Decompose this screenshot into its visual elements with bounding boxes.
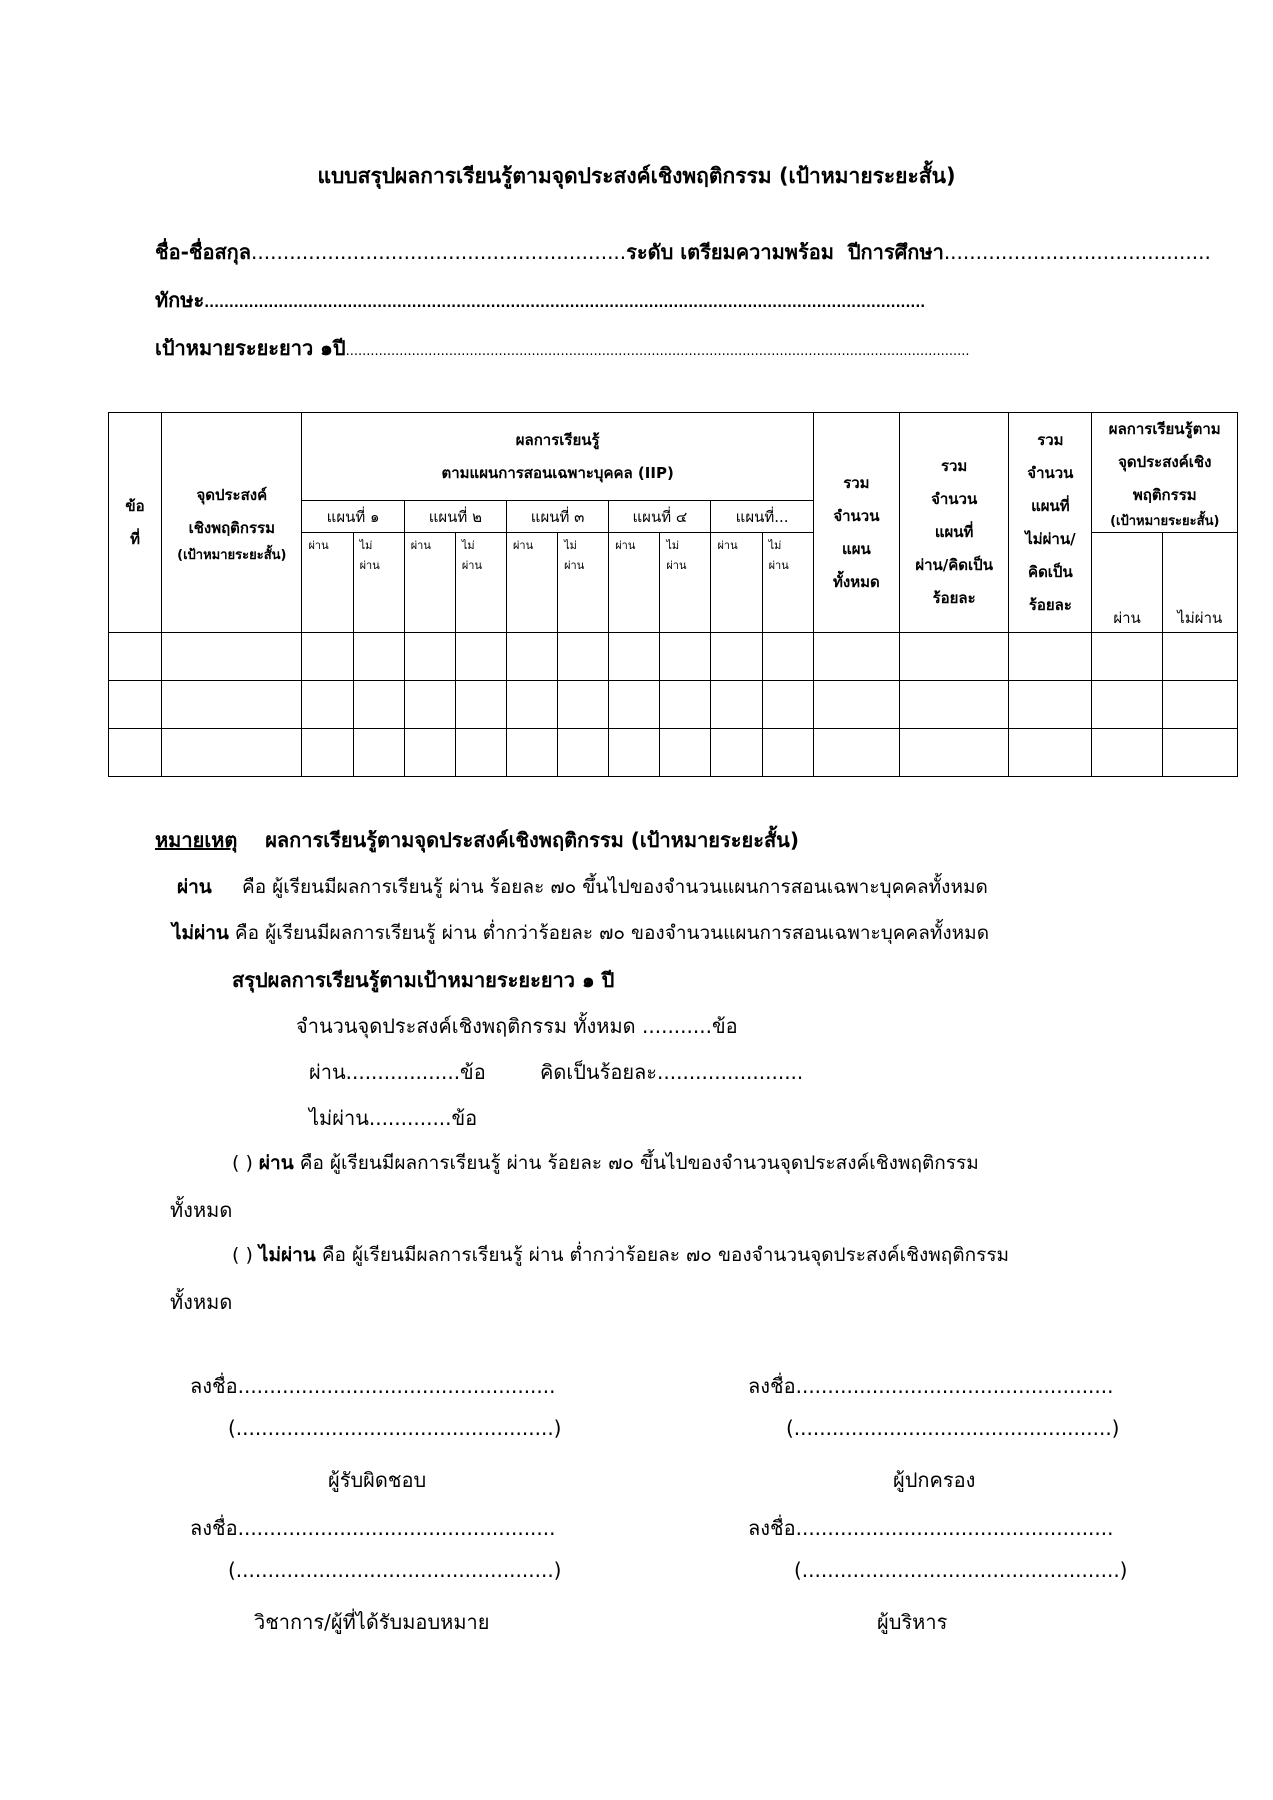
col-header-total-plans: รวม จำนวน แผน ทั้งหมด	[813, 413, 899, 633]
role-academic: วิชาการ/ผู้ที่ได้รับมอบหมาย	[254, 1610, 490, 1634]
signature-line-admin[interactable]: ลงชื่อ..................................................	[748, 1516, 1114, 1540]
results-table	[108, 412, 1238, 777]
name-paren-parent[interactable]: (..................................................)	[786, 1416, 1120, 1440]
col-header-total-fail: รวม จำนวน แผนที่ ไม่ผ่าน/ คิดเป็น ร้อยละ	[1009, 413, 1092, 633]
summary-check-pass: ( ) ผ่าน คือ ผู้เรียนมีผลการเรียนรู้ ผ่าน ร้อยละ ๗๐ ขึ้นไปของจำนวนจุดประสงค์เชิงพฤติกรรม	[232, 1152, 979, 1174]
plan3-pass: ผ่าน	[506, 533, 557, 633]
note-fail: ไม่ผ่าน คือ ผู้เรียนมีผลการเรียนรู้ ผ่าน ต่ำกว่าร้อยละ ๗๐ ของจำนวนแผนการสอนเฉพาะบุคคลทั้งหมด	[172, 922, 990, 944]
checkbox-pass[interactable]: ( )	[232, 1152, 253, 1174]
table-row	[109, 633, 1238, 681]
goal-dots[interactable]: .......................................................................................................................................................	[345, 344, 970, 359]
notes-label: หมายเหตุ	[155, 828, 238, 852]
signature-line-responsible[interactable]: ลงชื่อ..................................................	[190, 1374, 556, 1398]
summary-fail-header: ไม่ผ่าน	[1162, 533, 1237, 633]
role-responsible: ผู้รับผิดชอบ	[328, 1468, 427, 1492]
role-parent: ผู้ปกครอง	[893, 1468, 976, 1492]
name-paren-admin[interactable]: (..................................................)	[794, 1558, 1128, 1582]
plan3-fail: ไม่ ผ่าน	[558, 533, 609, 633]
goal-field-row	[155, 332, 970, 364]
summary-heading: สรุปผลการเรียนรู้ตามเป้าหมายระยะยาว ๑ ปี	[232, 968, 615, 992]
plan-header-5: แผนที่...	[711, 501, 813, 533]
plan-header-3: แผนที่ ๓	[506, 501, 608, 533]
name-paren-academic[interactable]: (..................................................)	[228, 1558, 562, 1582]
plan5-pass: ผ่าน	[711, 533, 762, 633]
name-paren-responsible[interactable]: (..................................................)	[228, 1416, 562, 1440]
note-pass: ผ่าน คือ ผู้เรียนมีผลการเรียนรู้ ผ่าน ร้อยละ ๗๐ ขึ้นไปของจำนวนแผนการสอนเฉพาะบุคคลทั้งหมด	[177, 876, 988, 898]
plan4-fail: ไม่ ผ่าน	[660, 533, 711, 633]
plan-header-4: แผนที่ ๔	[609, 501, 711, 533]
page-title: แบบสรุปผลการเรียนรู้ตามจุดประสงค์เชิงพฤติกรรม (เป้าหมายระยะสั้น)	[317, 164, 956, 188]
summary-check-fail-cont: ทั้งหมด	[170, 1290, 233, 1314]
goal-label: เป้าหมายระยะยาว ๑ปี	[155, 336, 346, 360]
role-admin: ผู้บริหาร	[877, 1610, 948, 1634]
skill-dots[interactable]: ..................................................................................................................................................	[204, 296, 926, 311]
signature-line-parent[interactable]: ลงชื่อ..................................................	[748, 1374, 1114, 1398]
notes-heading-row	[155, 824, 799, 856]
col-header-total-pass: รวม จำนวน แผนที่ ผ่าน/คิดเป็น ร้อยละ	[900, 413, 1009, 633]
plan1-pass: ผ่าน	[302, 533, 353, 633]
plan5-fail: ไม่ ผ่าน	[762, 533, 813, 633]
name-dots[interactable]: ...........................................................	[251, 240, 627, 264]
summary-total-line[interactable]: จำนวนจุดประสงค์เชิงพฤติกรรม ทั้งหมด ...........ข้อ	[296, 1014, 738, 1038]
name-field-row	[155, 236, 1211, 268]
summary-pass-line[interactable]: ผ่าน..................ข้อ	[309, 1060, 486, 1084]
col-header-result-group: ผลการเรียนรู้ ตามแผนการสอนเฉพาะบุคคล (IIP)	[302, 413, 813, 501]
year-dots[interactable]: ..........................................	[943, 240, 1211, 264]
signature-line-academic[interactable]: ลงชื่อ..................................................	[190, 1516, 556, 1540]
name-label: ชื่อ-ชื่อสกุล	[155, 240, 252, 264]
col-header-no: ข้อ ที่	[109, 413, 162, 633]
table-row	[109, 681, 1238, 729]
summary-check-fail: ( ) ไม่ผ่าน คือ ผู้เรียนมีผลการเรียนรู้ ผ่าน ต่ำกว่าร้อยละ ๗๐ ของจำนวนจุดประสงค์เชิงพฤติกรรม	[232, 1244, 1010, 1266]
year-label: ปีการศึกษา	[847, 240, 944, 264]
col-header-summary: ผลการเรียนรู้ตาม จุดประสงค์เชิง พฤติกรรม (เป้าหมายระยะสั้น)	[1092, 413, 1238, 533]
level-label: ระดับ เตรียมความพร้อม	[626, 240, 834, 264]
plan4-pass: ผ่าน	[609, 533, 660, 633]
checkbox-fail[interactable]: ( )	[232, 1244, 253, 1266]
plan2-fail: ไม่ ผ่าน	[455, 533, 506, 633]
plan1-fail: ไม่ ผ่าน	[353, 533, 404, 633]
notes-heading: ผลการเรียนรู้ตามจุดประสงค์เชิงพฤติกรรม (เป้าหมายระยะสั้น)	[265, 828, 799, 852]
summary-percent-line[interactable]: คิดเป็นร้อยละ.......................	[540, 1060, 804, 1084]
col-header-objective: จุดประสงค์ เชิงพฤติกรรม (เป้าหมายระยะสั้น)	[162, 413, 302, 633]
summary-pass-header: ผ่าน	[1092, 533, 1162, 633]
plan-header-2: แผนที่ ๒	[404, 501, 506, 533]
summary-fail-line[interactable]: ไม่ผ่าน.............ข้อ	[309, 1106, 478, 1130]
skill-field-row	[155, 284, 925, 316]
table-row	[109, 729, 1238, 777]
skill-label: ทักษะ	[155, 288, 205, 312]
plan2-pass: ผ่าน	[404, 533, 455, 633]
summary-check-pass-cont: ทั้งหมด	[170, 1198, 233, 1222]
plan-header-1: แผนที่ ๑	[302, 501, 404, 533]
